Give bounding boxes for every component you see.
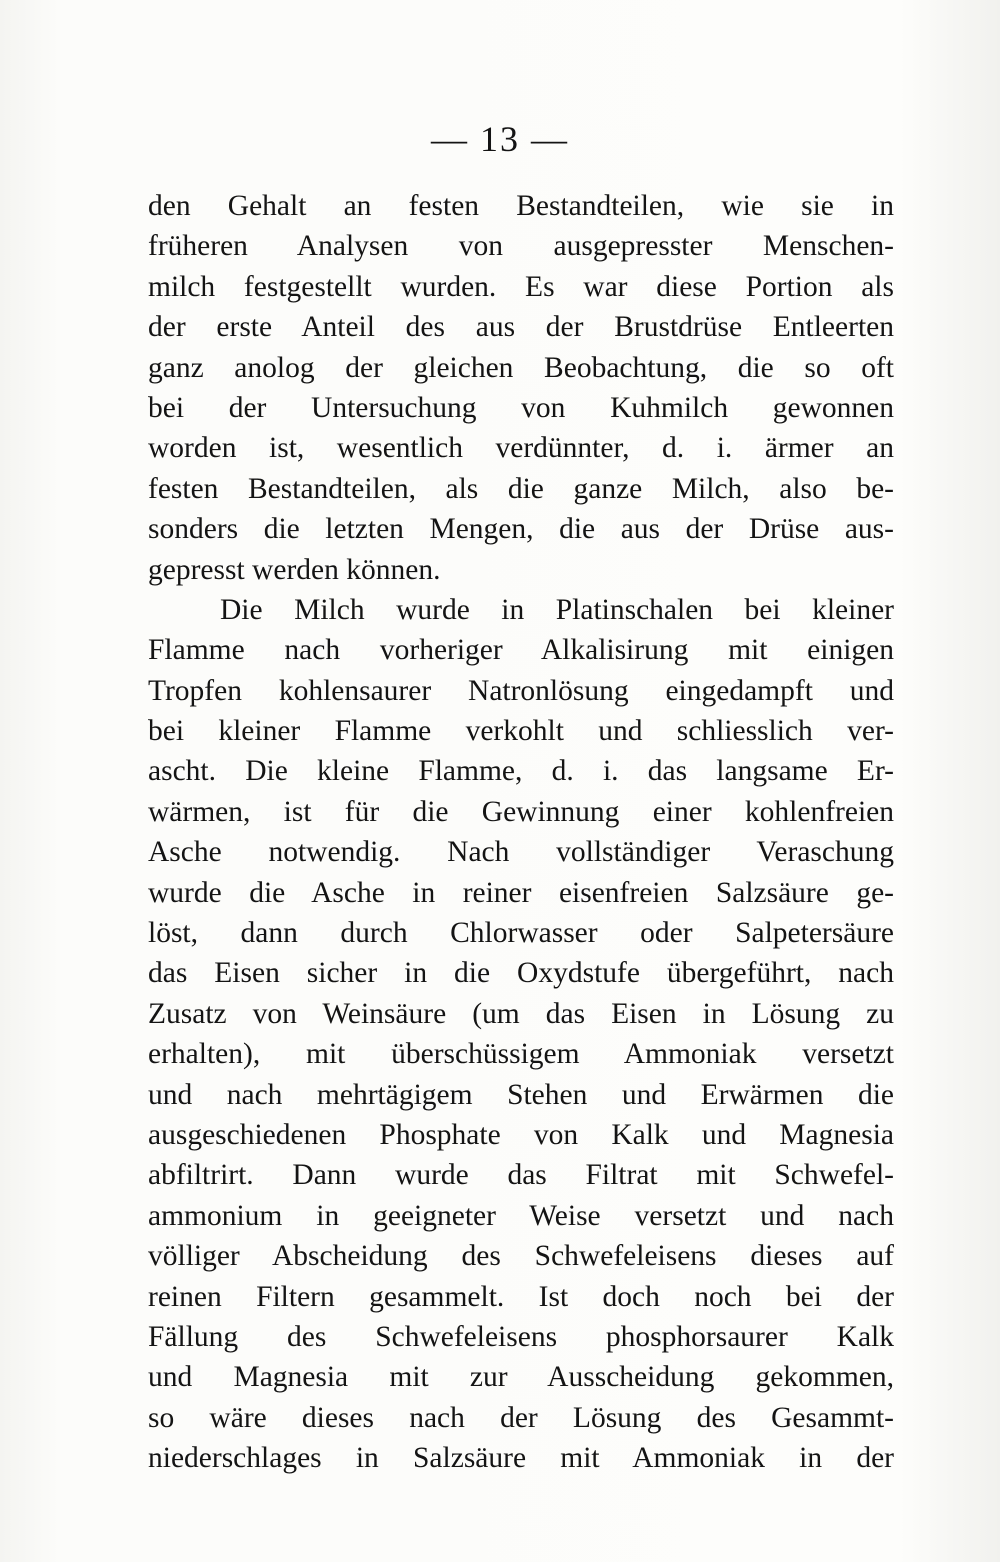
text-line: den Gehalt an festen Bestandteilen, wie sie in: [148, 190, 894, 222]
text-line: wurde die Asche in reiner eisenfreien Salzsäure ge-: [148, 876, 894, 909]
text-line: Die Milch wurde in Platinschalen bei kleiner: [220, 593, 894, 626]
text-line: löst, dann durch Chlorwasser oder Salpetersäure: [148, 917, 894, 950]
text-line: bei der Untersuchung von Kuhmilch gewonnen: [148, 391, 894, 424]
text-line: wärmen, ist für die Gewinnung einer kohlenfreien: [148, 795, 894, 828]
text-line: bei kleiner Flamme verkohlt und schliesslich ver-: [148, 715, 894, 748]
text-line: und nach mehrtägigem Stehen und Erwärmen die: [148, 1078, 894, 1111]
text-line: reinen Filtern gesammelt. Ist doch noch bei der: [148, 1280, 894, 1313]
text-line: Flamme nach vorheriger Alkalisirung mit einigen: [148, 634, 894, 667]
text-line: sonders die letzten Mengen, die aus der Drüse aus-: [148, 513, 894, 546]
text-line: so wäre dieses nach der Lösung des Gesammt-: [148, 1401, 894, 1434]
text-line: milch festgestellt wurden. Es war diese Portion als: [148, 270, 894, 303]
text-line: Asche notwendig. Nach vollständiger Veraschung: [148, 836, 894, 869]
text-line: das Eisen sicher in die Oxydstufe übergeführt, nach: [148, 957, 894, 990]
body-text: [148, 186, 894, 1479]
text-line: abfiltrirt. Dann wurde das Filtrat mit Schwefel-: [148, 1159, 894, 1192]
text-line: erhalten), mit überschüssigem Ammoniak versetzt: [148, 1038, 894, 1071]
text-line: Zusatz von Weinsäure (um das Eisen in Lösung zu: [148, 997, 894, 1030]
text-line: und Magnesia mit zur Ausscheidung gekommen,: [148, 1361, 894, 1394]
page-number: — 13 —: [431, 119, 569, 159]
text-line: Tropfen kohlensaurer Natronlösung eingedampft und: [148, 674, 894, 707]
text-line: der erste Anteil des aus der Brustdrüse Entleerten: [148, 311, 894, 344]
text-line: worden ist, wesentlich verdünnter, d. i. ärmer an: [148, 432, 894, 465]
text-line: gepresst werden können.: [148, 553, 441, 586]
paragraph-1: [148, 186, 894, 590]
text-line: Fällung des Schwefeleisens phosphorsaurer Kalk: [148, 1320, 894, 1353]
text-line: ascht. Die kleine Flamme, d. i. das langsame Er-: [148, 755, 894, 788]
text-line: ganz anolog der gleichen Beobachtung, die so oft: [148, 351, 894, 384]
text-line: ausgeschiedenen Phosphate von Kalk und Magnesia: [148, 1118, 894, 1151]
text-line: ammonium in geeigneter Weise versetzt und nach: [148, 1199, 894, 1232]
text-line: niederschlages in Salzsäure mit Ammoniak in der: [148, 1442, 894, 1475]
text-line: früheren Analysen von ausgepresster Menschen-: [148, 230, 894, 263]
text-line: festen Bestandteilen, als die ganze Milch, also be-: [148, 472, 894, 505]
paragraph-2: [148, 590, 894, 1479]
text-line: völliger Abscheidung des Schwefeleisens dieses auf: [148, 1240, 894, 1273]
